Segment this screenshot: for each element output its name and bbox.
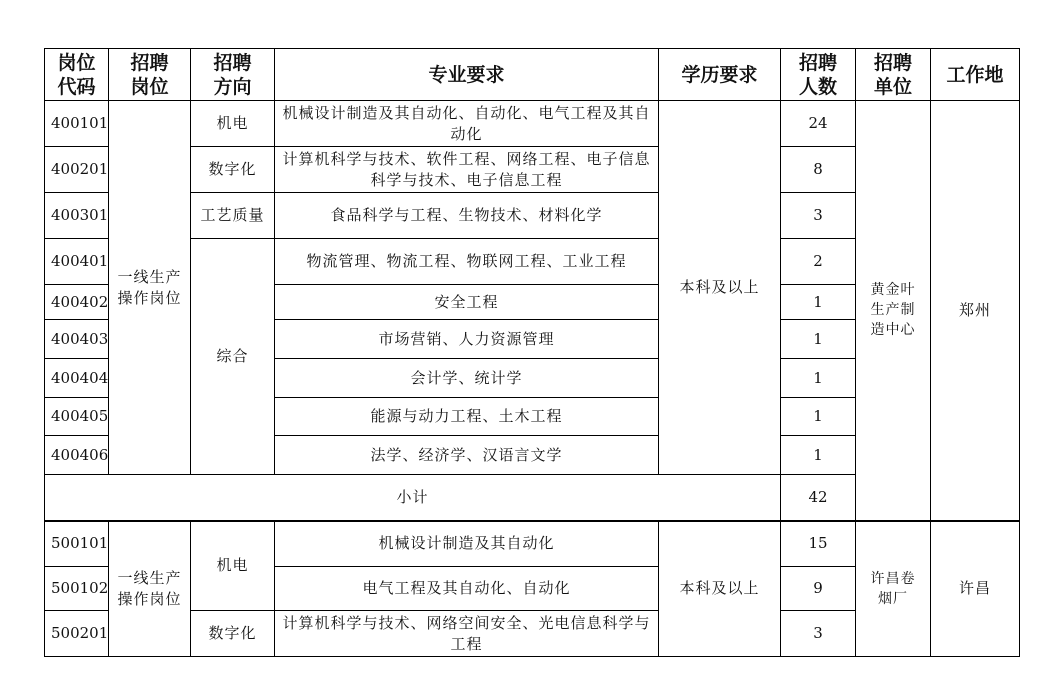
location-cell: 郑州 bbox=[931, 101, 1020, 521]
major-cell: 电气工程及其自动化、自动化 bbox=[275, 567, 659, 611]
header-education: 学历要求 bbox=[659, 49, 781, 101]
major-cell: 法学、经济学、汉语言文学 bbox=[275, 436, 659, 475]
count-cell: 24 bbox=[781, 101, 856, 147]
count-cell: 1 bbox=[781, 436, 856, 475]
table-row bbox=[45, 521, 1020, 567]
header-location: 工作地 bbox=[931, 49, 1020, 101]
position-code: 400401 bbox=[45, 239, 109, 285]
education-cell: 本科及以上 bbox=[659, 521, 781, 657]
major-cell: 计算机科学与技术、软件工程、网络工程、电子信息科学与技术、电子信息工程 bbox=[275, 147, 659, 193]
major-cell: 能源与动力工程、土木工程 bbox=[275, 398, 659, 436]
count-cell: 3 bbox=[781, 193, 856, 239]
position-code: 500201 bbox=[45, 611, 109, 657]
count-cell: 2 bbox=[781, 239, 856, 285]
count-cell: 15 bbox=[781, 521, 856, 567]
count-cell: 1 bbox=[781, 398, 856, 436]
position-code: 400406 bbox=[45, 436, 109, 475]
major-cell: 物流管理、物流工程、物联网工程、工业工程 bbox=[275, 239, 659, 285]
major-cell: 机械设计制造及其自动化、自动化、电气工程及其自动化 bbox=[275, 101, 659, 147]
position-code: 400403 bbox=[45, 320, 109, 359]
count-cell: 1 bbox=[781, 285, 856, 320]
count-cell: 1 bbox=[781, 320, 856, 359]
count-cell: 3 bbox=[781, 611, 856, 657]
unit-cell: 许昌卷烟厂 bbox=[856, 521, 931, 657]
position-code: 400201 bbox=[45, 147, 109, 193]
position-code: 400301 bbox=[45, 193, 109, 239]
education-cell: 本科及以上 bbox=[659, 101, 781, 475]
position-name: 一线生产操作岗位 bbox=[109, 101, 191, 475]
direction-cell: 综合 bbox=[191, 239, 275, 475]
position-code: 400404 bbox=[45, 359, 109, 398]
location-cell: 许昌 bbox=[931, 521, 1020, 657]
direction-cell: 机电 bbox=[191, 101, 275, 147]
position-code: 400405 bbox=[45, 398, 109, 436]
direction-cell: 数字化 bbox=[191, 147, 275, 193]
header-unit: 招聘单位 bbox=[856, 49, 931, 101]
major-cell: 安全工程 bbox=[275, 285, 659, 320]
subtotal-label: 小计 bbox=[45, 475, 781, 521]
header-position: 招聘岗位 bbox=[109, 49, 191, 101]
direction-cell: 工艺质量 bbox=[191, 193, 275, 239]
table-row bbox=[45, 101, 1020, 147]
unit-cell: 黄金叶生产制造中心 bbox=[856, 101, 931, 521]
subtotal-count: 42 bbox=[781, 475, 856, 521]
position-code: 500102 bbox=[45, 567, 109, 611]
major-cell: 会计学、统计学 bbox=[275, 359, 659, 398]
position-name: 一线生产操作岗位 bbox=[109, 521, 191, 657]
major-cell: 市场营销、人力资源管理 bbox=[275, 320, 659, 359]
header-count: 招聘人数 bbox=[781, 49, 856, 101]
header-major: 专业要求 bbox=[275, 49, 659, 101]
count-cell: 8 bbox=[781, 147, 856, 193]
direction-cell: 数字化 bbox=[191, 611, 275, 657]
major-cell: 机械设计制造及其自动化 bbox=[275, 521, 659, 567]
header-direction: 招聘方向 bbox=[191, 49, 275, 101]
header-row bbox=[45, 49, 1020, 101]
direction-cell: 机电 bbox=[191, 521, 275, 611]
recruitment-table bbox=[44, 48, 1020, 657]
position-code: 400101 bbox=[45, 101, 109, 147]
count-cell: 1 bbox=[781, 359, 856, 398]
position-code: 400402 bbox=[45, 285, 109, 320]
major-cell: 食品科学与工程、生物技术、材料化学 bbox=[275, 193, 659, 239]
header-code: 岗位代码 bbox=[45, 49, 109, 101]
count-cell: 9 bbox=[781, 567, 856, 611]
position-code: 500101 bbox=[45, 521, 109, 567]
major-cell: 计算机科学与技术、网络空间安全、光电信息科学与工程 bbox=[275, 611, 659, 657]
